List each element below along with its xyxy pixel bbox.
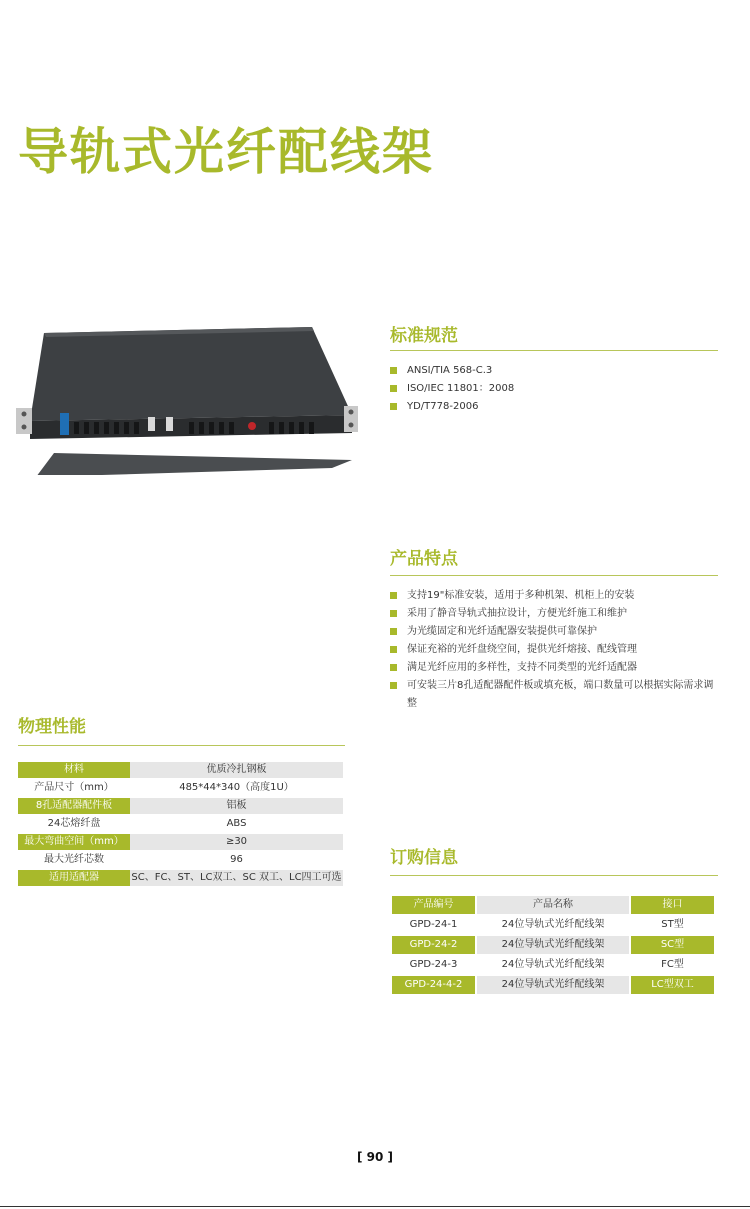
table-row — [18, 834, 343, 850]
table-row — [392, 956, 714, 974]
bullet-square-icon — [390, 664, 397, 671]
table-cell-value: ABS — [130, 816, 343, 832]
table-cell: SC型 — [631, 936, 714, 954]
list-item: 采用了静音导轨式抽拉设计，方便光纤施工和维护 — [390, 605, 718, 623]
table-cell: GPD-24-3 — [392, 956, 475, 974]
physical-heading: 物理性能 — [18, 717, 86, 737]
bullet-square-icon — [390, 682, 397, 689]
standards-rule — [390, 350, 718, 351]
table-cell-value: SC、FC、ST、LC双工、SC 双工、LC四工可选 — [130, 870, 343, 886]
table-cell: 24位导轨式光纤配线架 — [477, 956, 629, 974]
bullet-square-icon — [390, 367, 397, 374]
table-row — [18, 870, 343, 886]
table-cell: GPD-24-2 — [392, 936, 475, 954]
list-item: 满足光纤应用的多样性，支持不同类型的光纤适配器 — [390, 659, 718, 677]
table-cell-value: 96 — [130, 852, 343, 868]
page-title: 导轨式光纤配线架 — [18, 123, 434, 181]
list-item: 可安装三片8孔适配器配件板或填充板，端口数量可以根据实际需求调整 — [390, 677, 718, 713]
bullet-square-icon — [390, 592, 397, 599]
page-number: [ 90 ] — [356, 1150, 394, 1164]
list-item: ISO/IEC 11801：2008 — [390, 380, 718, 398]
order-heading: 订购信息 — [390, 848, 458, 868]
standards-list — [390, 362, 718, 416]
table-header-cell: 产品名称 — [477, 896, 629, 914]
table-cell-value: 优质冷扎钢板 — [130, 762, 343, 778]
table-cell: LC型双工 — [631, 976, 714, 994]
order-table — [390, 894, 716, 996]
table-cell-label: 24芯熔纤盘 — [18, 816, 130, 832]
bullet-square-icon — [390, 385, 397, 392]
table-cell: 24位导轨式光纤配线架 — [477, 976, 629, 994]
table-row — [392, 936, 714, 954]
table-row — [392, 976, 714, 994]
list-item: YD/T778-2006 — [390, 398, 718, 416]
table-cell: FC型 — [631, 956, 714, 974]
table-cell: 24位导轨式光纤配线架 — [477, 936, 629, 954]
physical-table — [18, 760, 343, 888]
table-cell: GPD-24-4-2 — [392, 976, 475, 994]
table-header-row — [392, 896, 714, 914]
table-cell: 24位导轨式光纤配线架 — [477, 916, 629, 934]
table-header-cell: 接口 — [631, 896, 714, 914]
table-row — [18, 798, 343, 814]
table-cell-label: 材料 — [18, 762, 130, 778]
table-cell-value: ≥30 — [130, 834, 343, 850]
table-row — [392, 916, 714, 934]
table-cell-label: 最大弯曲空间（mm） — [18, 834, 130, 850]
table-cell-value: 485*44*340（高度1U） — [130, 780, 343, 796]
list-item: 支持19"标准安装，适用于多种机架、机柜上的安装 — [390, 587, 718, 605]
features-list — [390, 587, 718, 713]
bullet-square-icon — [390, 403, 397, 410]
table-cell-label: 最大光纤芯数 — [18, 852, 130, 868]
physical-rule — [18, 745, 345, 746]
table-header-cell: 产品编号 — [392, 896, 475, 914]
bullet-square-icon — [390, 646, 397, 653]
table-cell: GPD-24-1 — [392, 916, 475, 934]
table-row — [18, 762, 343, 778]
list-item: 为光缆固定和光纤适配器安装提供可靠保护 — [390, 623, 718, 641]
table-row — [18, 852, 343, 868]
features-heading: 产品特点 — [390, 549, 458, 569]
list-item: ANSI/TIA 568-C.3 — [390, 362, 718, 380]
bullet-square-icon — [390, 610, 397, 617]
product-image — [14, 325, 359, 475]
bullet-square-icon — [390, 628, 397, 635]
table-cell-label: 适用适配器 — [18, 870, 130, 886]
table-cell-label: 产品尺寸（mm） — [18, 780, 130, 796]
standards-heading: 标准规范 — [390, 326, 458, 346]
list-item: 保证充裕的光纤盘绕空间，提供光纤熔接、配线管理 — [390, 641, 718, 659]
features-rule — [390, 575, 718, 576]
table-cell-value: 铝板 — [130, 798, 343, 814]
bottom-divider — [0, 1206, 750, 1207]
table-row — [18, 780, 343, 796]
table-cell: ST型 — [631, 916, 714, 934]
order-rule — [390, 875, 718, 876]
table-row — [18, 816, 343, 832]
table-cell-label: 8孔适配器配件板 — [18, 798, 130, 814]
